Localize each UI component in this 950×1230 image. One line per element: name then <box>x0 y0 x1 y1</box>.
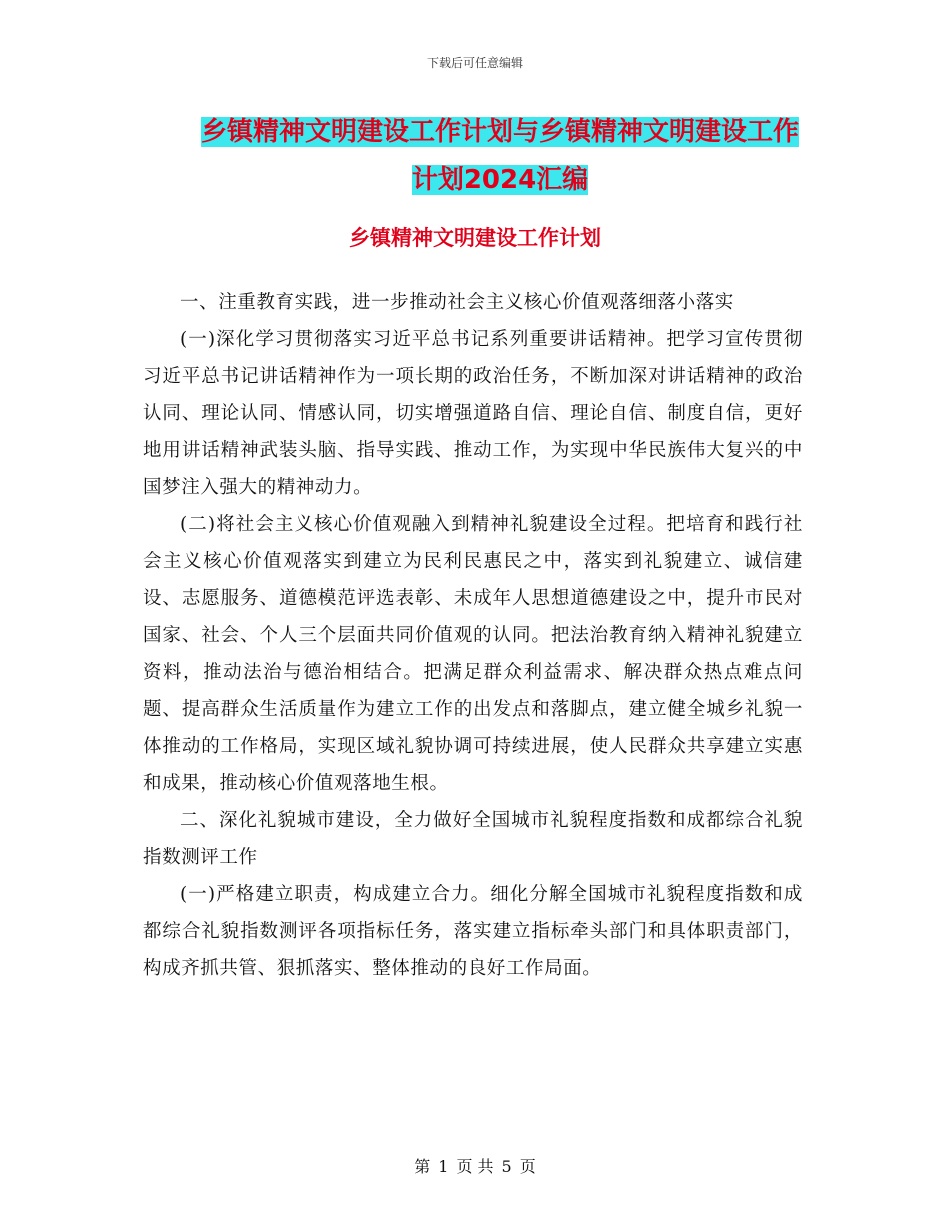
paragraph: (二)将社会主义核心价值观融入到精神礼貌建设全过程。把培育和践行社会主义核心价值观落实到建立为民利民惠民之中，落实到礼貌建立、诚信建设、志愿服务、道德模范评选表彰、未成年人思想道德建设之中，提升市民对国家、社会、个人三个层面共同价值观的认同。把法治教育纳入精神礼貌建立资料，推动法治与德治相结合。把满足群众利益需求、解决群众热点难点问题、提高群众生活质量作为建立工作的出发点和落脚点，建立健全城乡礼貌一体推动的工作格局，实现区域礼貌协调可持续进展，使人民群众共享建立实惠和成果，推动核心价值观落地生根。 <box>143 514 803 794</box>
section-subtitle: 乡镇精神文明建设工作计划 <box>349 226 601 250</box>
document-title <box>195 108 805 204</box>
paragraph-heading-1: 一、注重教育实践，进一步推动社会主义核心价值观落细落小落实 <box>180 292 734 313</box>
paragraph: (一)严格建立职责，构成建立合力。细化分解全国城市礼貌程度指数和成都综合礼貌指数测评各项指标任务，落实建立指标牵头部门和具体职责部门，构成齐抓共管、狠抓落实、整体推动的良好工作局面。 <box>143 884 803 979</box>
current-page-number: 1 <box>438 1157 449 1176</box>
paragraph: (一)深化学习贯彻落实习近平总书记系列重要讲话精神。把学习宣传贯彻习近平总书记讲话精神作为一项长期的政治任务，不断加深对讲话精神的政治认同、理论认同、情感认同，切实增强道路自信、理论自信、制度自信，更好地用讲话精神武装头脑、指导实践、推动工作，为实现中华民族伟大复兴的中国梦注入强大的精神动力。 <box>143 329 803 498</box>
footer-mid: 页 共 <box>456 1157 494 1176</box>
title-line-2: 计划2024汇编 <box>411 165 589 195</box>
footer-prefix: 第 <box>414 1157 431 1176</box>
title-line-1: 乡镇精神文明建设工作计划与乡镇精神文明建设工作 <box>200 117 799 147</box>
paragraph-heading-2: 二、深化礼貌城市建设，全力做好全国城市礼貌程度指数和成都综合礼貌指数测评工作 <box>143 810 803 868</box>
page-footer <box>0 1154 950 1177</box>
total-pages-number: 5 <box>501 1157 512 1176</box>
footer-suffix: 页 <box>519 1157 536 1176</box>
document-body <box>143 284 803 987</box>
page-header-note: 下载后可任意编辑 <box>426 56 523 70</box>
